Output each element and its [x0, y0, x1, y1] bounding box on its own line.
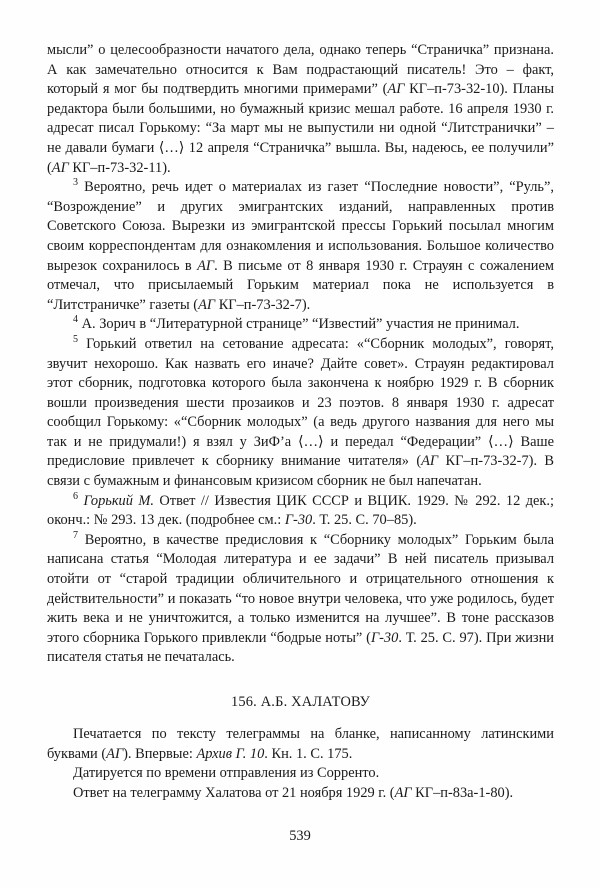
text-run: мысли” о целесообразности начатого дела, однако теперь “Страничка” признана. А как замечательно относится к Вам подрастающий писатель! Это – факт, который я мог бы подтвердить многими примерами” ( — [47, 42, 554, 98]
text-run: КГ–п-73-32-7). — [215, 296, 311, 313]
text-run: Вероятно, речь идет о материалах из газет “Последние новости”, “Руль”, “Возрождение” и других эмигрантских изданий, направленных против Советского Союза. Вырезки из эмигрантской прессы Горький посылал многим своим корреспондентам для ознакомления и использования. Большое количество вырезок сохранилось в — [47, 179, 554, 274]
text-run: Ответ на телеграмму Халатова от 21 ноября 1929 г. ( — [73, 784, 395, 801]
text-run: . Т. 25. С. 97). При жизни писателя статья не печаталась. — [47, 629, 554, 666]
italic-run: АГ — [394, 784, 412, 801]
text-run: Датируется по времени отправления из Сорренто. — [73, 765, 380, 782]
paragraph — [47, 725, 554, 764]
page-content — [47, 41, 554, 803]
paragraph — [47, 531, 554, 668]
page-number: 539 — [289, 828, 311, 844]
text-run: Печатается по тексту телеграммы на бланке, написанному латинскими буквами ( — [47, 726, 554, 762]
italic-run: АГ — [387, 81, 405, 98]
italic-run: Горький М. — [83, 492, 154, 509]
italic-run: АГ — [197, 257, 215, 274]
paragraph — [47, 41, 554, 178]
italic-run: АГ — [198, 296, 216, 313]
paragraph — [47, 315, 554, 335]
text-run: . В письме от 8 января 1930 г. Страуян с сожалением отмечал, что присылаемый Горьким материал пока не используется в “Литстраничке” газеты ( — [47, 257, 554, 313]
footnote-marker: 5 — [73, 334, 78, 346]
paragraph — [47, 492, 554, 531]
text-run: Горький ответил на сетование адресата: «“Сборник молодых”, говорят, звучит нехорошо. Как назвать его иначе? Дайте совет». Страуян редактировал этот сборник, подготовка которого была закончена к ноябрю 1929 г. В сборник вошли произведения шести прозаиков и 23 поэтов. 8 января 1930 г. адресат сообщил Горькому: «“Сборник молодых” (а ведь другого названия для него мы так и не придумали!) я взял у ЗиФ’а ⟨…⟩ и передал “Федерации” ⟨…⟩ Ваше предисловие привлечет к сборнику внимание читателя» ( — [47, 335, 554, 470]
text-run: ). Впервые: — [123, 745, 197, 762]
text-run: А. Зорич в “Литературной странице” “Известий” участия не принимал. — [81, 316, 520, 333]
text-run: КГ–п-73-32-11). — [68, 159, 171, 176]
footnote-marker: 7 — [73, 530, 78, 542]
footnote-marker: 3 — [73, 177, 78, 189]
text-run: . Т. 25. С. 70–85). — [312, 512, 417, 529]
italic-run: АГ — [106, 745, 124, 762]
text-run: КГ–п-73-32-10). Планы редактора были большими, но бумажный кризис мешал работе. 16 апреля 1930 г. адресат писал Горькому: “За март мы не выпустили ни одной “Литстранички” – не давали бумаги ⟨…⟩ 12 апреля “Страничка” вышла. Вы, надеюсь, ее получили” ( — [47, 81, 554, 176]
text-run: . Кн. 1. С. 175. — [264, 745, 353, 762]
italic-run: АГ — [421, 453, 439, 470]
footnote-marker: 6 — [73, 490, 78, 502]
paragraph — [47, 178, 554, 315]
italic-run: Г-30 — [284, 512, 313, 529]
text-run: Вероятно, в качестве предисловия к “Сборнику молодых” Горьким была написана статья “Молодая литература и ее задачи” В ней писатель призывал отойти от “старой традиции обличительного и отрицательного отношения к действительности” и показать “то новое внутри человека, что уже родилось, будет жить века и не уничтожится, а только изменится на лучшее”. В тоне рассказов этого сборника Горького привлекли “бодрые ноты” ( — [47, 531, 554, 646]
text-run: КГ–п-73-32-7). В связи с бумажным и финансовым кризисом сборник не был напечатан. — [47, 453, 554, 490]
text-run: КГ–п-83а-1-80). — [411, 784, 514, 801]
footnote-marker: 4 — [73, 314, 78, 326]
italic-run: Г-30 — [370, 629, 399, 646]
italic-run: АГ — [51, 159, 69, 176]
italic-run: Архив Г. 10 — [196, 745, 265, 762]
paragraph — [47, 335, 554, 492]
paragraph — [47, 784, 554, 804]
paragraph — [47, 764, 554, 784]
section-heading: 156. А.Б. ХАЛАТОВУ — [230, 694, 371, 710]
body-text-block — [47, 41, 554, 668]
section-text-block — [47, 725, 554, 803]
text-run: Ответ // Известия ЦИК СССР и ВЦИК. 1929. № 292. 12 дек.; оконч.: № 293. 13 дек. (подробнее см.: — [47, 492, 554, 529]
